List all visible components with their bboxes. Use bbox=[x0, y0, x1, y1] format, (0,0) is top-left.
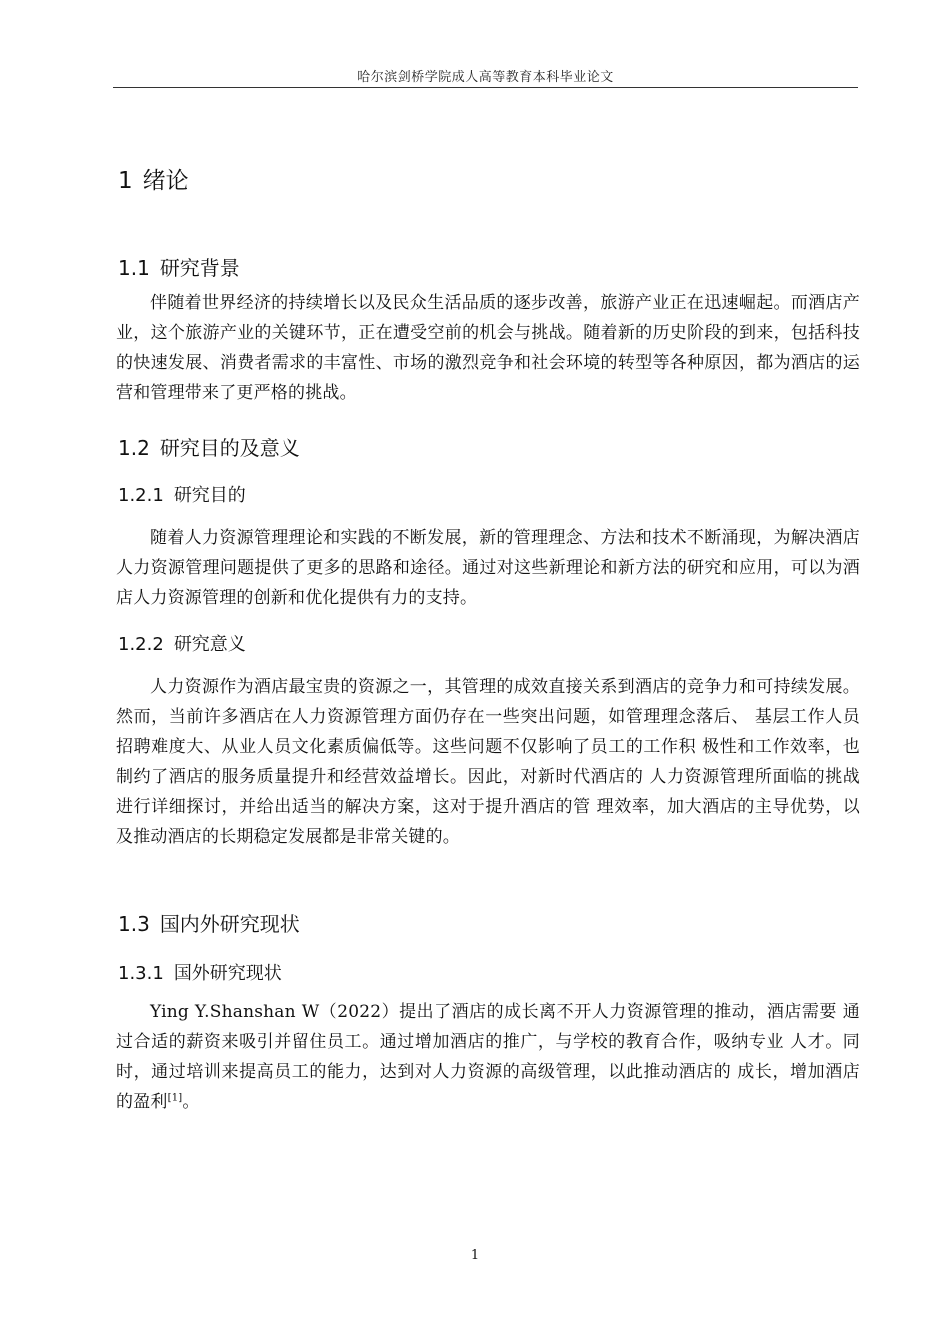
subsection-heading-1-2-2 bbox=[118, 630, 246, 656]
page-number: 1 bbox=[470, 1248, 480, 1263]
paragraph-research-background: 伴随着世界经济的持续增长以及民众生活品质的逐步改善，旅游产业正在迅速崛起。而酒店产业，这个旅游产业的关键环节，正在遭受空前的机会与挑战。随着新的历史阶段的到来，包括科技的快速发展、消费者需求的丰富性、市场的激烈竞争和社会环境的转型等各种原因，都为酒店的运营和管理带来了更严格的挑战。 bbox=[116, 293, 860, 403]
section-heading-1-2 bbox=[118, 432, 300, 461]
section-number: 1.3 bbox=[118, 912, 150, 936]
subsection-number: 1.2.2 bbox=[118, 634, 164, 655]
subsection-heading-1-3-1 bbox=[118, 959, 282, 985]
section-heading-1-1 bbox=[118, 252, 240, 281]
section-number: 1.1 bbox=[118, 256, 150, 280]
header-rule bbox=[113, 87, 858, 88]
paragraph-end-punctuation: 。 bbox=[182, 1092, 200, 1112]
section-title: 研究背景 bbox=[159, 256, 240, 280]
paragraph-research-significance: 人力资源作为酒店最宝贵的资源之一，其管理的成效直接关系到酒店的竞争力和可持续发展。然而，当前许多酒店在人力资源管理方面仍存在一些突出问题，如管理理念落后、 基层工作人员招聘难度大、从业人员文化素质偏低等。这些问题不仅影响了员工的工作积 极性和工作效率，也制约了酒店的服务质量提升和经营效益增长。因此，对新时代酒店的 人力资源管理所面临的挑战进行详细探讨，并给出适当的解决方案，这对于提升酒店的管 理效率，加大酒店的主导优势，以及推动酒店的长期稳定发展都是非常关键的。 bbox=[116, 677, 860, 847]
page-header: 哈尔滨剑桥学院成人高等教育本科毕业论文 bbox=[357, 70, 614, 85]
paragraph-foreign-research bbox=[116, 997, 860, 1117]
subsection-title: 研究目的 bbox=[173, 485, 246, 506]
paragraph-research-purpose: 随着人力资源管理理论和实践的不断发展，新的管理理念、方法和技术不断涌现，为解决酒店人力资源管理问题提供了更多的思路和途径。通过对这些新理论和新方法的研究和应用，可以为酒店人力资源管理的创新和优化提供有力的支持。 bbox=[116, 528, 860, 608]
section-title: 研究目的及意义 bbox=[159, 436, 300, 460]
section-number: 1.2 bbox=[118, 436, 150, 460]
paragraph-text: Ying Y.Shanshan W（2022）提出了酒店的成长离不开人力资源管理的推动，酒店需要 通过合适的薪资来吸引并留住员工。通过增加酒店的推广，与学校的教育合作，吸纳专业 人才。同时，通过培训来提高员工的能力，达到对人力资源的高级管理，以此推动酒店的 成长，增加酒店的盈利 bbox=[116, 1002, 860, 1112]
subsection-number: 1.2.1 bbox=[118, 485, 164, 506]
subsection-number: 1.3.1 bbox=[118, 963, 164, 984]
chapter-heading bbox=[118, 162, 189, 195]
section-heading-1-3 bbox=[118, 908, 300, 937]
chapter-number: 1 bbox=[118, 168, 133, 194]
citation-reference[interactable]: [1] bbox=[167, 1092, 183, 1104]
subsection-title: 国外研究现状 bbox=[173, 963, 282, 984]
section-title: 国内外研究现状 bbox=[159, 912, 300, 936]
subsection-heading-1-2-1 bbox=[118, 481, 246, 507]
chapter-title: 绪论 bbox=[142, 168, 189, 194]
subsection-title: 研究意义 bbox=[173, 634, 246, 655]
